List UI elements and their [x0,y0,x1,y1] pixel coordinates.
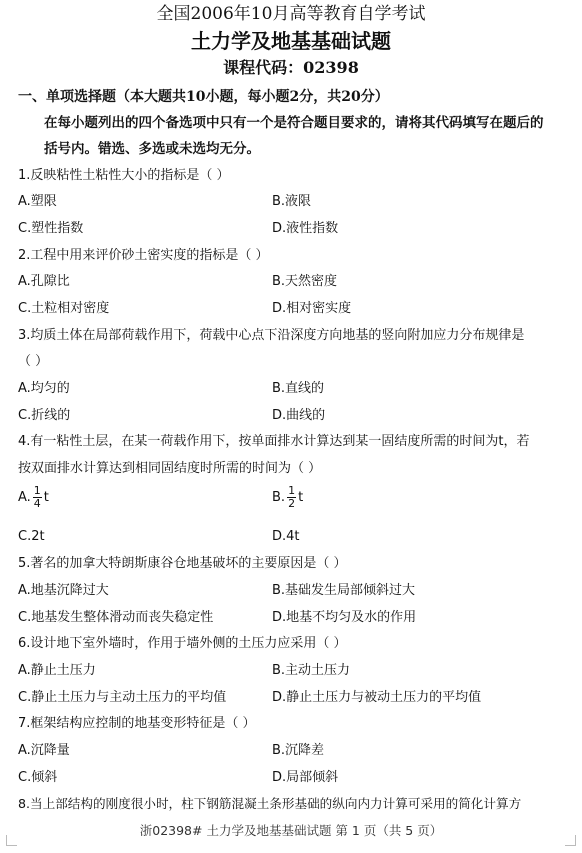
question-1-option-b: B.液限 [272,194,312,209]
question-6-stem: 6.设计地下室外墙时，作用于墙外侧的土压力应采用（ ） [18,636,347,651]
one-quarter-fraction [33,485,42,510]
question-6-option-c: C.静止土压力与主动土压力的平均值 [18,690,227,705]
question-5-option-b: B.基础发生局部倾斜过大 [272,583,416,598]
question-7-stem: 7.框架结构应控制的地基变形特征是（ ） [18,716,256,731]
course-title: 土力学及地基基础试题 [191,29,391,53]
exam-title: 全国2006年10月高等教育自学考试 [156,4,426,24]
page-footer: 浙02398# 土力学及地基基础试题 第 1 页（共 5 页） [139,823,443,838]
option-a-prefix: A. [18,490,31,505]
question-1-option-d: D.液性指数 [272,221,339,236]
course-code: 课程代码：02398 [223,58,359,77]
question-7-option-b: B.沉降差 [272,743,325,758]
option-a-suffix: t [43,490,49,505]
question-3-stem: 3.均质土体在局部荷载作用下，荷载中心点下沿深度方向地基的竖向附加应力分布规律是 [18,328,525,343]
section-heading: 一、单项选择题（本大题共10小题，每小题2分，共20分） [18,89,389,105]
question-1-option-a: A.塑限 [18,194,57,209]
question-4-option-a [18,484,49,512]
question-1-stem: 1.反映粘性土粘性大小的指标是（ ） [18,168,230,183]
fraction-denominator: 2 [288,497,296,510]
question-6-option-b: B.主动土压力 [272,663,351,678]
question-5-stem: 5.著名的加拿大特朗斯康谷仓地基破坏的主要原因是（ ） [18,556,347,571]
question-2-option-b: B.天然密度 [272,274,338,289]
fraction-numerator: 1 [288,484,296,497]
question-1-option-c: C.塑性指数 [18,221,84,236]
option-b-suffix: t [298,490,304,505]
question-6-option-a: A.静止土压力 [18,663,96,678]
question-3-option-a: A.均匀的 [18,381,70,396]
question-7-option-c: C.倾斜 [18,770,58,785]
question-7-option-a: A.沉降量 [18,743,70,758]
section-instruction-line2: 括号内。错选、多选或未选均无分。 [44,141,260,157]
question-5-option-d: D.地基不均匀及水的作用 [272,610,417,625]
question-5-option-a: A.地基沉降过大 [18,583,109,598]
question-3-option-c: C.折线的 [18,408,71,423]
question-5-option-c: C.地基发生整体滑动而丧失稳定性 [18,610,214,625]
question-2-option-a: A.孔隙比 [18,274,70,289]
option-b-prefix: B. [272,490,286,505]
question-8-stem: 8.当上部结构的刚度很小时，柱下钢筋混凝土条形基础的纵向内力计算可采用的简化计算方 [18,796,522,811]
question-3-option-d: D.曲线的 [272,408,326,423]
question-3-stem-cont: （ ） [18,354,49,369]
question-4-option-b [272,484,303,512]
question-2-option-d: D.相对密实度 [272,301,352,316]
fraction-denominator: 4 [33,497,41,510]
question-4-stem: 4.有一粘性土层，在某一荷载作用下，按单面排水计算达到某一固结度所需的时间为t，若 [18,434,530,449]
question-6-option-d: D.静止土压力与被动土压力的平均值 [272,690,482,705]
question-7-option-d: D.局部倾斜 [272,770,339,785]
question-2-option-c: C.土粒相对密度 [18,301,110,316]
question-4-option-c: C.2t [18,529,45,544]
question-4-option-d: D.4t [272,529,300,544]
one-half-fraction [287,485,296,510]
question-2-stem: 2.工程中用来评价砂土密实度的指标是（ ） [18,248,269,263]
section-instruction-line1: 在每小题列出的四个备选项中只有一个是符合题目要求的，请将其代码填写在题后的 [44,115,544,131]
fraction-numerator: 1 [33,484,41,497]
question-3-option-b: B.直线的 [272,381,325,396]
question-4-stem-cont: 按双面排水计算达到相同固结度时所需的时间为（ ） [18,461,322,476]
